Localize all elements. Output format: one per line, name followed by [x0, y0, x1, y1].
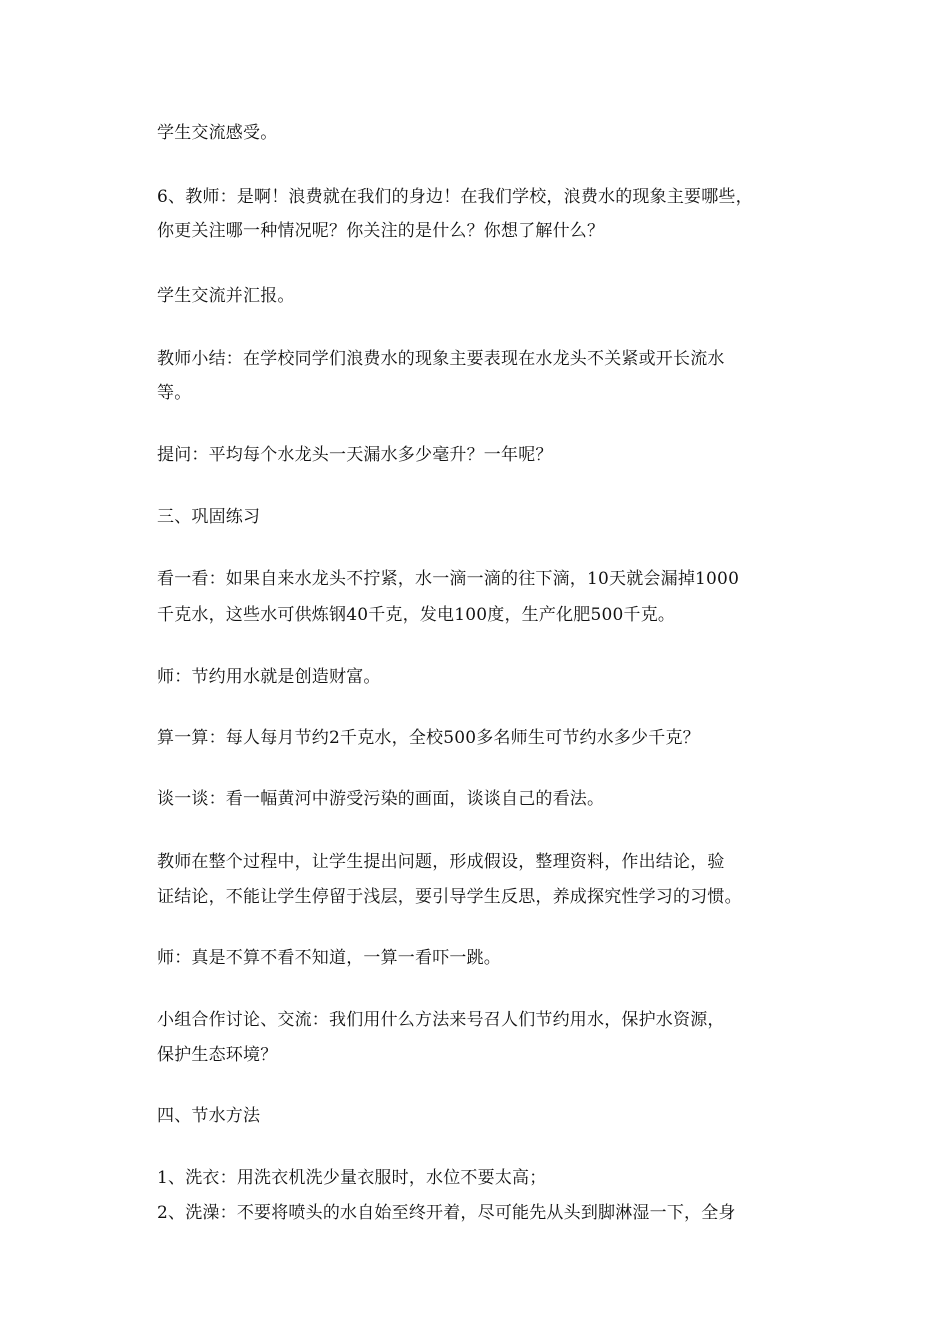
- text-line: 算一算：每人每月节约2千克水，全校500多名师生可节约水多少千克？: [157, 728, 700, 748]
- text-line: 等。: [157, 383, 192, 403]
- text-line: 教师小结：在学校同学们浪费水的现象主要表现在水龙头不关紧或开长流水: [157, 349, 725, 369]
- text-line: 保护生态环境？: [157, 1045, 278, 1065]
- section-heading: 四、节水方法: [157, 1106, 261, 1126]
- section-heading: 三、巩固练习: [157, 507, 261, 527]
- text-line: 师：节约用水就是创造财富。: [157, 667, 381, 687]
- text-line: 教师在整个过程中，让学生提出问题，形成假设，整理资料，作出结论，验: [157, 852, 725, 872]
- text-line: 学生交流并汇报。: [157, 286, 295, 306]
- text-line: 1、洗衣：用洗衣机洗少量衣服时，水位不要太高；: [157, 1168, 547, 1188]
- text-line: 千克水，这些水可供炼钢40千克，发电100度，生产化肥500千克。: [157, 605, 676, 625]
- text-line: 谈一谈：看一幅黄河中游受污染的画面，谈谈自己的看法。: [157, 789, 605, 809]
- text-line: 看一看：如果自来水龙头不拧紧，水一滴一滴的往下滴，10天就会漏掉1000: [157, 569, 740, 589]
- text-line: 2、洗澡：不要将喷头的水自始至终开着，尽可能先从头到脚淋湿一下，全身: [157, 1203, 736, 1223]
- text-line: 你更关注哪一种情况呢？你关注的是什么？你想了解什么？: [157, 221, 605, 241]
- text-line: 提问：平均每个水龙头一天漏水多少毫升？一年呢？: [157, 445, 553, 465]
- text-line: 学生交流感受。: [157, 123, 278, 143]
- text-line: 6、教师：是啊！浪费就在我们的身边！在我们学校，浪费水的现象主要哪些，: [157, 187, 753, 207]
- text-line: 证结论，不能让学生停留于浅层，要引导学生反思，养成探究性学习的习惯。: [157, 887, 742, 907]
- text-line: 小组合作讨论、交流：我们用什么方法来号召人们节约用水，保护水资源，: [157, 1010, 725, 1030]
- text-line: 师：真是不算不看不知道，一算一看吓一跳。: [157, 948, 501, 968]
